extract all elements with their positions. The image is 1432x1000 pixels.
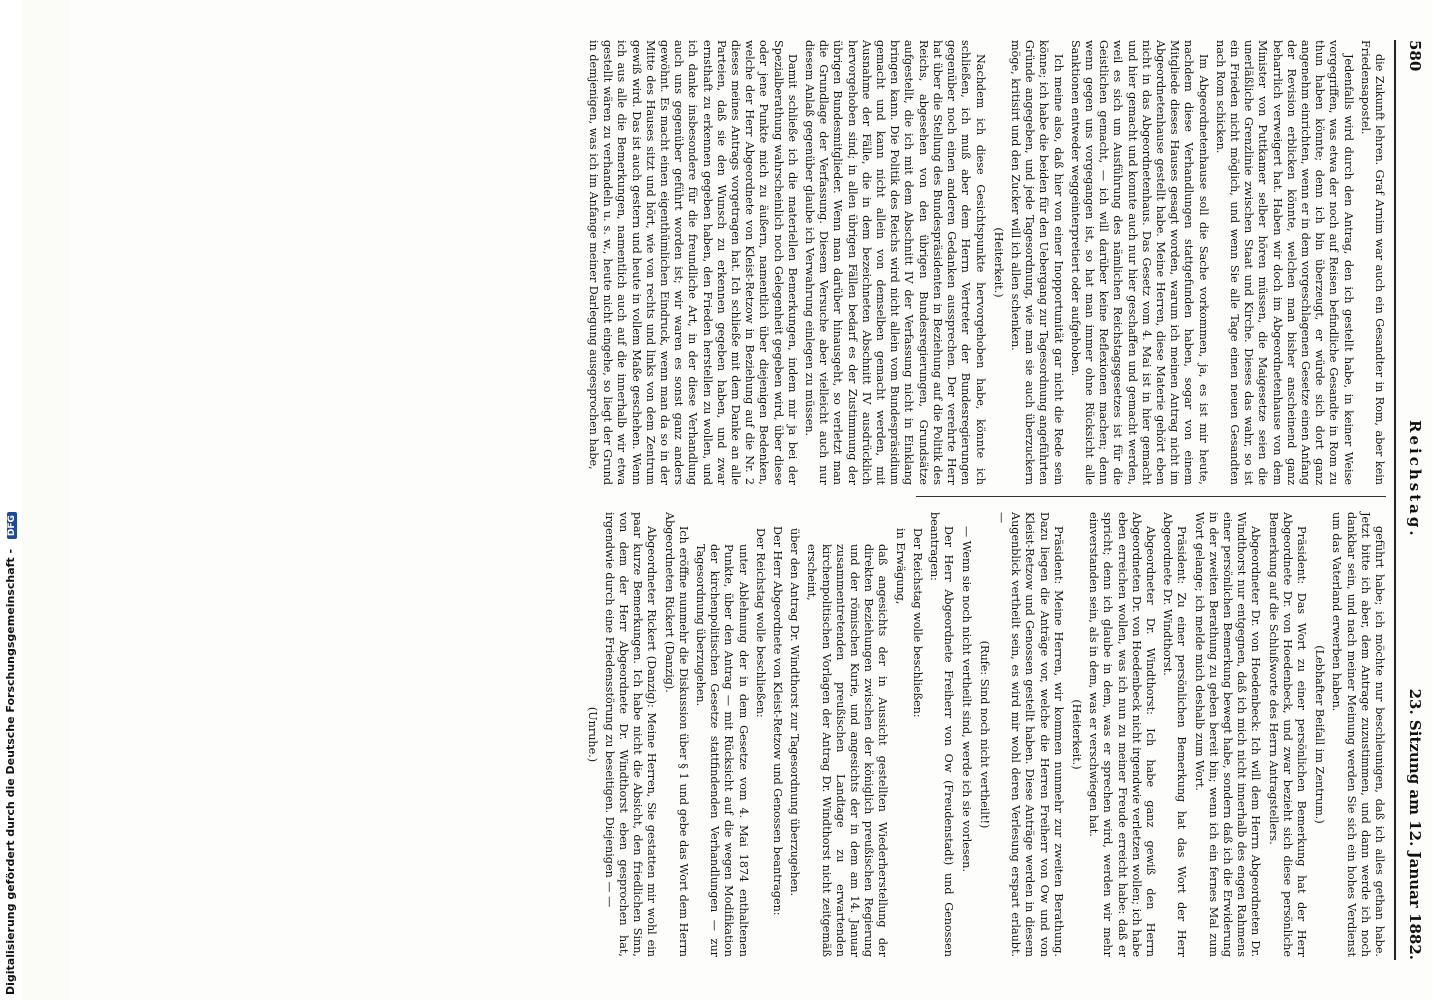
left-column [583,40,1386,485]
page-header [1396,40,1424,960]
speaker-paragraph: Präsident: Meine Herren, wir kommen nunmehr zur zweiten Berathung. Dazu liegen die Anträge vor, welche die Herren Freiherr von Ow und von Kleist-Retzow und Genossen gestellt haben. Diese Anträge werden in diesem Augenblick vertheilt sein, es wird mir wohl deren Verlesung erspart erlaubt. — [994,512,1065,957]
paragraph: die Zukunft lehren. Graf Arnim war auch ein Gesandter in Rom, aber kein Friedensapostel. [1358,40,1386,485]
motion-text: Der Reichstag wolle beschließen: [753,528,767,718]
paragraph: Damit schließe ich die materiellen Bemerkungen, indem mir ja bei der Spezialberathung wahrscheinlich noch Gelegenheit gegeben wird, über diese oder jene Punkte mich zu äußern, namentlich über diejenigen Bedenken, welche der Herr Abgeordnete von Kleist-Retzow in Beziehung auf die Nr. 2 dieses meines Antrags vorgetragen hat. Ich schließe mit dem Danke an alle Parteien, daß sie den Wunsch zu erkennen gegeben haben, und zwar ernsthaft zu erkennen gegeben haben, den Frieden herstellen zu wollen, und ich danke insbesondere für die freundliche Art, in der diese Verhandlung auch uns gegenüber geführt worden ist; wir waren es sonst ganz anders gewöhnt. Es macht einen eigenthümlichen Eindruck, wenn man da so in der Mitte des Hauses sitzt und hört, wie von rechts und links von dem Zentrum gewiß wird. Das ist auch gestern und heute in vollem Maße geschehen. Wenn ich aus alle die Bemerkungen, namentlich auch auf die innerhalb wir etwa gestellt wären zu verhandeln u. s. w., heute nicht eingehe, so liegt der Grund in demjenigen, was ich im Anfange meiner Darlegung ausgesprochen habe, [587,40,799,485]
motion-text: daß angesichts der in Aussicht gestellten Wiederherstellung der direkten Beziehungen zwischen der königlich preußischen Regierung und der römischen Kurie, und angesichts der in dem am 14. Januar zusammentretenden preußischen Landtage zu erwartenden kirchenpolitischen Vorlagen der Antrag Dr. Windthorst nicht zeitgemäß erscheint, [805,544,890,957]
stage-direction: (Heiterkeit.) [991,227,1005,298]
column-divider [916,496,1386,497]
header-rule [1394,40,1396,960]
dfg-logo: DFG [7,512,17,539]
sidebar-credit-text [4,512,17,995]
motion-text: in Erwägung, [893,528,907,605]
speaker-paragraph: Abgeordneter Rickert (Danzig): Meine Herren, Sie gestatten mir wohl ein paar kurze Bemerkungen. Ich habe nicht die Absicht, den friedlichen Sinn, von dem der Herr Abgeordnete Dr. Windthorst eben gesprochen hat, irgendwie durch eine Friedensstörung zu beseitigen. Diejenigen — — [602,512,659,957]
motion-text: unter Ablehnung der in dem Gesetze vom 4. Mai 1874 enthaltenen Punkte, über den Antrag — mit Rücksicht auf die wegen Modifikation der kirchenpolitischen Gesetze stattfindenden Verhandlungen — zur Tagesordnung überzugehen. [694,544,750,957]
stage-direction: (Unruhe.) [585,706,599,763]
paragraph: Der Herr Abgeordnete von Kleist-Retzow und Genossen beantragen: [771,526,785,916]
sidebar-credit [0,0,22,1000]
stage-direction: (Lebhafter Beifall im Zentrum.) [1313,645,1327,824]
stage-direction: (Heiterkeit.) [1069,699,1083,770]
stage-direction: (Rufe: Sind noch nicht vertheilt!) [977,640,991,829]
paragraph: Der Herr Abgeordnete Freiherr von Ow (Freudenstadt) und Genossen beantragen: [928,512,956,957]
speaker-paragraph: Abgeordneter Dr. Windthorst: Ich habe ganz gewiß den Herrn Abgeordneten Dr. von Hoedenbeck nicht irgendwie verletzen wollen; ich habe eben erreichen wollen, was ich nun zu meiner Freude erreicht habe: daß er spricht; denn ich glaube in dem, was er sprechen wird, werden wir mehr einverstanden sein, als in dem, was er verschwiegen hat. [1087,512,1157,957]
paragraph: Im Abgeordnetenhause soll die Sache vorkommen, ja, es ist mir heute, nachdem diese Verhandlungen stattgefunden haben, sogar von einem Mitgliede dieses Hauses gesagt worden, warum ich meinen Antrag nicht im Abgeordnetenhause gestellt habe. Meine Herren, diese Materie gehört eben nicht in das Abgeordnetenhaus. Das Gesetz vom 4. Mai ist in hier gemacht und hier gemacht und konnte auch nur hier geschaffen und gemacht werden, weil es sich um Ausführung des nämlichen Reichstagsgesetzes ist für die Geistlichen gemacht, — ich will darüber keine Reflexionen machen; denn wenn gegen uns vorgegangen ist, so hat man immer ohne Rücksicht alle Sanktionen entweder weggeinterpretiert oder aufgehoben. [1068,40,1210,485]
session-date: 23. Sitzung am 12. Januar 1882. [1406,688,1424,960]
speaker-paragraph: Präsident: Zu einer persönlichen Bemerkung hat das Wort der Herr Abgeordnete Dr. Windthorst. [1161,512,1189,957]
paragraph: Jedenfalls wird durch den Antrag, den ich gestellt habe, in keiner Weise vorgegriffen, was etwa der noch auf Reisen befindliche Gesandte in Rom zu thun haben könnte; denn ich bin überzeugt, er würde sich dort ganz angenehm einrichten, wenn er in dem vorgeschlagenen Gesetze einen Anfang der Revision erblicken könnte, welchen man bisher anscheinend ganz beharrlich verweigert hat. Haben wir doch im Abgeordnetenhause von dem Minister von Puttkamer selber hören müssen, die Maigesetze seien die unerläßliche Grenzlinie zwischen Staat und Kirche. Dieses das wahr, so ist ein Frieden nicht möglich, und wenn Sie alle Tage einen neuen Gesandten nach Rom schicken. [1213,40,1355,485]
right-column [580,512,1386,957]
paragraph: — Wenn sie noch nicht vertheilt sind, werde ich sie vorlesen. [959,526,973,873]
paragraph: Ich meine also, daß hier von einer Inopportunität gar nicht die Rede sein könne; ich habe die beiden für den Uebergang zur Tagesordnung angeführten Gründe angegeben, und jede Tagesordnung, wie man sie auch überzuckern möge, kritisirt und den Zucker will ich allen schenken. [1008,40,1065,485]
speaker-paragraph: Abgeordneter Dr. von Hoedenbeck: Ich will dem Herrn Abgeordneten Dr. Windthorst nur entgegnen, daß ich mich nicht innerhalb des engen Rahmens einer persönlichen Bemerkung bewegt habe, sondern daß ich die Erwiderung in der zweiten Berathung zu geben bereit bin; wenn ich ein fernes Mal zum Wort gelange; ich melde mich deshalb zum Wort. [1192,512,1263,957]
page-number: 580 [1406,40,1424,72]
paragraph: geführt habe; ich möchte nur beschleunigen, daß ich alles gethan habe. Jetzt bitte ich aber, dem Antrage zuzustimmen, und dann werde ich noch dankbar sein, und nach meiner Meinung werden Sie sich ein hohes Verdienst um das Vaterland erwerben haben. [1330,512,1386,957]
motion-text: über den Antrag Dr. Windthorst zur Tagesordnung überzugehen. [788,528,802,897]
motion-text: Der Reichstag wolle beschließen: [910,528,924,718]
scanned-sheet [70,0,1432,1000]
credit-text: Digitalisierung gefördert durch die Deutsche Forschungsgemeinschaft - [4,548,17,995]
speaker-paragraph: Präsident: Das Wort zu einer persönlichen Bemerkung hat der Herr Abgeordnete Dr. von Hoedenbeck, und zwar bezieht sich diese persönliche Bemerkung auf die Schlußworte des Herrn Antragstellers. [1266,512,1308,957]
page-title: Reichstag. [1406,420,1424,539]
paragraph: Ich eröffne nunmehr die Diskussion über § 1 und gebe das Wort dem Herrn Abgeordneten Rickert (Danzig). [662,512,690,957]
paragraph: Nachdem ich diese Gesichtspunkte hervorgehoben habe, könnte ich schließen, ich muß aber dem Herrn Vertreter der Bundesregierungen gegenüber noch einen anderen Gedanken aussprechen. Der verehrte Herr hat über die Stellung des Bundespräsidenten in Beziehung auf die Politik des Reichs, abgesehen von den übrigen Bundesregierungen, Grundsätze aufgestellt, die ich mit dem Abschnitt IV der Verfassung nicht in Einklang bringen kann. Die Politik des Reichs wird nicht allein vom Bundespräsidium gemacht und kann nicht allein von demselben gemacht werden, mit Ausnahme der Fälle, die in dem bezeichneten Abschnitt IV ausdrücklich hervorgehoben sind; in allen übrigen Fällen bedarf es der Zustimmung der übrigen Bundesmitglieder. Wenn man darüber hinausgeht, so verletzt man die Grundlage der Verfassung. Diesem Versuche aber vielleicht auch nur diesem Anlaß gegenüber glaube ich Verwahrung einlegen zu müssen. [803,40,987,485]
